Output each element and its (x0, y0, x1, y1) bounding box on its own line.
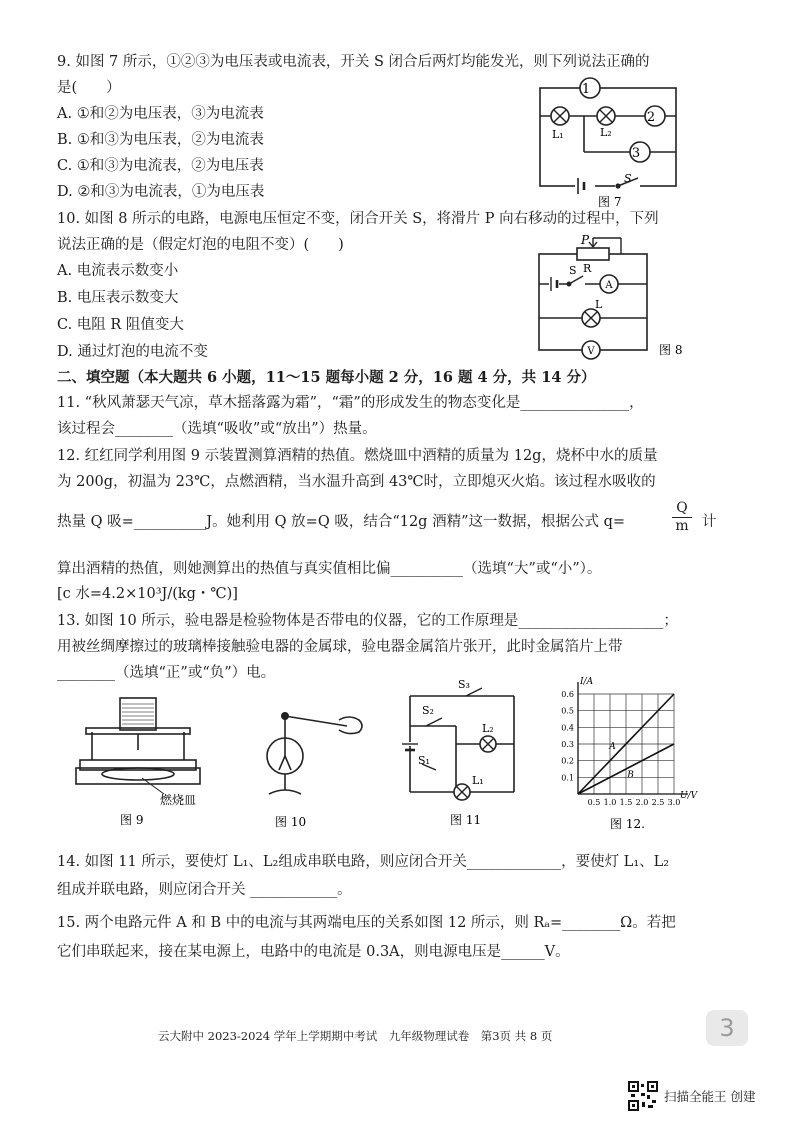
page-footer: 云大附中 2023-2024 学年上学期期中考试 九年级物理试卷 第3页 共 8 页 (158, 1029, 553, 1043)
scanner-watermark: 扫描全能王 创建 (664, 1089, 756, 1104)
figure-7-circuit (520, 72, 690, 212)
q11-line2: 该过程会________（选填“吸收”或“放出”）热量。 (57, 421, 377, 437)
chart-x-tick-label: 3.0 (667, 798, 681, 807)
fig11-l1-label: L₁ (472, 774, 484, 787)
q10-option-b: B. 电压表示数变大 (57, 290, 179, 306)
fig11-s3-label: S₃ (458, 680, 470, 691)
formula-fraction (672, 500, 692, 535)
fig7-l2-label: L₂ (600, 126, 612, 139)
q15-line1: 15. 两个电路元件 A 和 B 中的电流与其两端电压的关系如图 12 所示，则 Rₐ=________Ω。若把 (57, 915, 676, 931)
fig10-caption: 图 10 (275, 815, 307, 829)
q10-option-a: A. 电流表示数变小 (57, 263, 179, 279)
q13-line1: 13. 如图 10 所示，验电器是检验物体是否带电的仪器，它的工作原理是____________________； (57, 613, 678, 629)
q12-line2: 为 200g，初温为 23℃，点燃酒精，当水温升高到 43℃时，立即熄灭火焰。该过程水吸收的 (57, 474, 656, 490)
q15-line2: 它们串联起来，接在某电源上，电路中的电流是 0.3A，则电源电压是______V。 (57, 944, 570, 960)
fig8-v-label: V (587, 346, 595, 357)
chart-y-tick-label: 0.2 (561, 756, 574, 766)
fig7-s-label: S (624, 172, 632, 185)
q9-option-a: A. ①和②为电压表，③为电流表 (57, 106, 264, 122)
chart-y-tick-label: 0.6 (561, 690, 574, 699)
chart-y-axis-label: I/A (580, 677, 594, 687)
q10-stem-line2: 说法正确的是（假定灯泡的电阻不变）( ) (57, 237, 344, 253)
chart-series-label-b: B (627, 770, 634, 781)
chart-x-tick-label: 1.0 (603, 798, 617, 807)
fig8-a-label: A (605, 280, 613, 291)
fig11-s1-label: S₁ (418, 754, 430, 767)
fig7-m1-label: 1 (581, 82, 591, 97)
q12-line4: 算出酒精的热值，则她测算出的热值与真实值相比偏__________（选填“大”或“小”）。 (57, 561, 602, 577)
page-number-badge: 3 (706, 1010, 748, 1046)
q9-option-d: D. ②和③为电流表，①为电压表 (57, 184, 265, 200)
chart-x-tick-label: 1.5 (619, 798, 633, 807)
q11-line1: 11. “秋风萧瑟天气凉，草木摇落露为霜”，“霜”的形成发生的物态变化是_______________， (57, 395, 644, 411)
chart-y-tick-label: 0.3 (561, 740, 574, 749)
fig8-l-label: L (595, 298, 603, 311)
q14-line1: 14. 如图 11 所示，要使灯 L₁、L₂组成串联电路，则应闭合开关_____________，要使灯 L₁、L₂ (57, 854, 670, 870)
q12-line1: 12. 红红同学利用图 9 示装置测算酒精的热值。燃烧皿中酒精的质量为 12g，烧杯中水的质量 (57, 448, 658, 464)
q9-stem-line2: 是( ） (57, 80, 121, 96)
q10-stem-line1: 10. 如图 8 所示的电路，电源电压恒定不变，闭合开关 S，将滑片 P 向右移动的过程中，下列 (57, 211, 659, 227)
fig9-caption: 图 9 (120, 813, 144, 827)
fraction-numerator: Q (676, 500, 688, 516)
figure-11-circuit (396, 680, 526, 830)
fig8-r-label: R (583, 262, 592, 275)
chart-x-tick-label: 0.5 (587, 798, 601, 807)
q13-line2: 用被丝绸摩擦过的玻璃棒接触验电器的金属球，验电器金属箔片张开，此时金属箔片上带 (57, 639, 623, 655)
chart-x-tick-label: 2.0 (635, 798, 649, 807)
q12-line3-end: 计 (702, 514, 717, 530)
fig7-l1-label: L₁ (552, 128, 564, 141)
figure-9-apparatus (72, 690, 212, 830)
fig8-s-label: S (569, 264, 577, 277)
q12-line3: 热量 Q 吸=__________J。她利用 Q 放=Q 吸，结合“12g 酒精”这一数据，根据公式 q= (57, 514, 626, 530)
q9-option-b: B. ①和③为电压表，②为电流表 (57, 132, 264, 148)
section-2-heading: 二、填空题（本大题共 6 小题，11～15 题每小题 2 分，16 题 4 分，共 14 分） (57, 369, 596, 386)
figure-10-electroscope (255, 698, 385, 832)
q9-stem-line1: 9. 如图 7 所示，①②③为电压表或电流表，开关 S 闭合后两灯均能发光，则下列说法正确的 (57, 54, 650, 70)
chart-y-tick-label: 0.5 (561, 706, 574, 716)
figure-12-iu-chart (548, 674, 708, 834)
fraction-denominator: m (672, 517, 692, 535)
fig11-s2-label: S₂ (422, 704, 434, 717)
fig7-m2-label: 2 (646, 110, 656, 125)
q9-option-c: C. ①和③为电流表，②为电压表 (57, 158, 264, 174)
figure-8-circuit (525, 232, 695, 362)
fig11-caption: 图 11 (450, 813, 482, 827)
chart-y-tick-label: 0.4 (561, 723, 574, 733)
chart-y-tick-label: 0.1 (561, 773, 574, 783)
chart-x-tick-label: 2.5 (651, 798, 665, 807)
fig11-l2-label: L₂ (482, 722, 494, 735)
fig12-caption: 图 12. (610, 817, 645, 831)
fig9-burner-label: 燃烧皿 (160, 793, 197, 807)
fig7-m3-label: 3 (631, 146, 641, 161)
fig8-caption: 图 8 (659, 343, 683, 357)
fig8-p-label: P (581, 233, 590, 247)
chart-series-label-a: A (609, 742, 616, 752)
resistor-r (577, 248, 609, 260)
q10-option-d: D. 通过灯泡的电流不变 (57, 344, 208, 360)
fig7-caption: 图 7 (598, 195, 622, 209)
q13-line3: ________（选填“正”或“负”）电。 (57, 665, 276, 681)
chart-x-axis-label: U/V (680, 791, 698, 801)
q12-line5: [c 水=4.2×10³J/(kg・℃)] (57, 586, 238, 602)
q10-option-c: C. 电阻 R 阻值变大 (57, 317, 184, 333)
q14-line2: 组成并联电路，则应闭合开关 ____________。 (57, 882, 352, 898)
qr-code-icon (628, 1081, 658, 1111)
